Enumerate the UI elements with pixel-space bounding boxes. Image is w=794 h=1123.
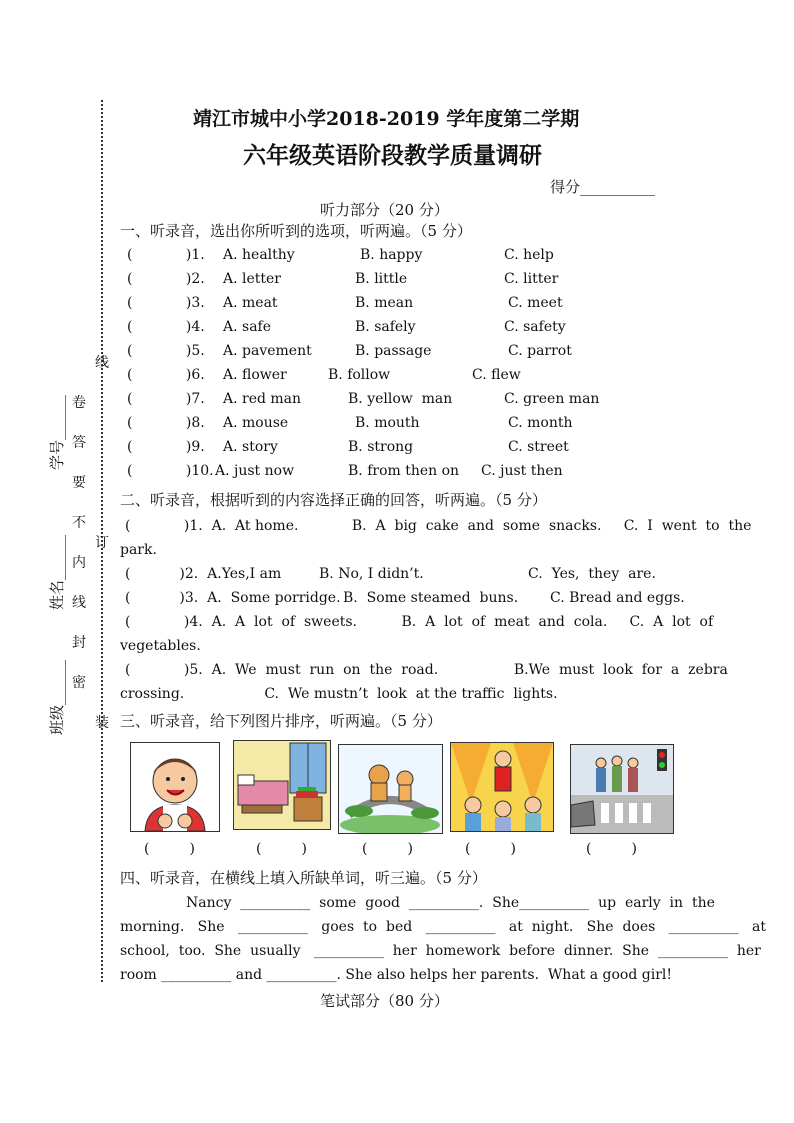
pic4-order-bracket[interactable]: ( ) (465, 841, 516, 857)
boy-picture (130, 742, 220, 832)
s1-q4-option-c: C. safety (504, 319, 566, 335)
s2-q4-line1[interactable]: ( )4. A. A lot of sweets. B. A lot of meat and cola. C. A lot of (125, 614, 714, 630)
seal-char-xian-top: 线 (95, 355, 109, 371)
pic5-order-bracket[interactable]: ( ) (586, 841, 637, 857)
seal-char-da: 答 (72, 435, 86, 451)
s1-q8-option-c: C. month (508, 415, 573, 431)
pic1-order-bracket[interactable]: ( ) (144, 841, 195, 857)
s1-q9-option-c: C. street (508, 439, 569, 455)
s1-q1-option-b: B. happy (360, 247, 423, 263)
s2-q2-b: B. No, I didn’t. (319, 566, 424, 582)
seal-char-feng: 封 (72, 635, 86, 651)
s1-q2-answer-bracket[interactable]: ( )2. (127, 271, 205, 287)
s1-q9-option-b: B. strong (348, 439, 414, 455)
s1-q7-answer-bracket[interactable]: ( )7. (127, 391, 205, 407)
section2-title: 二、听录音，根据听到的内容选择正确的回答，听两遍。（5 分） (120, 491, 547, 509)
section3-title: 三、听录音，给下列图片排序，听两遍。（5 分） (120, 712, 442, 730)
seal-char-xian: 线 (72, 595, 86, 611)
s1-q1-option-a: A. healthy (223, 247, 295, 263)
written-heading: 笔试部分（80 分） (320, 992, 449, 1010)
s1-q10-option-a: A. just now (215, 463, 295, 479)
seal-char-yao: 要 (72, 475, 86, 491)
s1-q5-option-b: B. passage (355, 343, 432, 359)
s2-q5-line1[interactable]: ( )5. A. We must run on the road. B.We must look for a zebra (125, 662, 728, 678)
score-field[interactable]: 得分__________ (550, 178, 656, 196)
s1-q3-option-c: C. meet (508, 295, 563, 311)
s1-q5-option-c: C. parrot (508, 343, 572, 359)
seal-char-juan: 卷 (72, 395, 86, 411)
cats-picture (338, 744, 443, 834)
s1-q2-option-c: C. litter (504, 271, 559, 287)
s4-line3[interactable]: school, too. She usually __________ her homework before dinner. She __________ her (120, 943, 761, 959)
s2-q5-line2: crossing. C. We mustn’t look at the traffic lights. (120, 686, 558, 702)
s1-q7-option-a: A. red man (223, 391, 302, 407)
seal-char-bu: 不 (72, 515, 86, 531)
s1-q3-option-b: B. mean (355, 295, 414, 311)
s1-q1-answer-bracket[interactable]: ( )1. (127, 247, 205, 263)
s1-q9-option-a: A. story (223, 439, 278, 455)
s1-q8-option-a: A. mouse (223, 415, 289, 431)
s1-q6-option-a: A. flower (223, 367, 287, 383)
student-number-field[interactable]: 学号______ (48, 394, 66, 470)
s4-line1[interactable]: Nancy __________ some good __________. She__________ up early in the (186, 895, 715, 911)
listening-heading: 听力部分（20 分） (320, 201, 449, 219)
s1-q6-option-c: C. flew (472, 367, 521, 383)
class-field[interactable]: 班级______ (48, 659, 66, 735)
s1-q7-option-b: B. yellow man (348, 391, 453, 407)
s2-q3-a[interactable]: ( )3. A. Some porridge. (125, 590, 341, 606)
seal-char-ding: 订 (95, 535, 109, 551)
student-name-field[interactable]: 姓名______ (48, 534, 66, 610)
exam-title-line1: 靖江市城中小学2018-2019 学年度第二学期 (193, 108, 580, 130)
s1-q3-option-a: A. meat (223, 295, 278, 311)
seal-char-mi: 密 (72, 675, 86, 691)
s1-q7-option-c: C. green man (504, 391, 600, 407)
s1-q5-option-a: A. pavement (223, 343, 312, 359)
s1-q1-option-c: C. help (504, 247, 554, 263)
s1-q5-answer-bracket[interactable]: ( )5. (127, 343, 205, 359)
s1-q4-option-a: A. safe (223, 319, 272, 335)
s2-q3-c: C. Bread and eggs. (550, 590, 685, 606)
s1-q8-option-b: B. mouth (355, 415, 420, 431)
s2-q4-line2: vegetables. (120, 638, 201, 654)
s1-q2-option-a: A. letter (223, 271, 282, 287)
s1-q4-answer-bracket[interactable]: ( )4. (127, 319, 205, 335)
s2-q2-c: C. Yes, they are. (528, 566, 656, 582)
singer-picture (450, 742, 554, 832)
street-picture (570, 744, 674, 834)
s1-q10-answer-bracket[interactable]: ( )10. (127, 463, 214, 479)
pic2-order-bracket[interactable]: ( ) (256, 841, 307, 857)
s1-q6-option-b: B. follow (328, 367, 391, 383)
s2-q3-b: B. Some steamed buns. (343, 590, 519, 606)
s1-q2-option-b: B. little (355, 271, 408, 287)
bedroom-picture (233, 740, 331, 830)
seal-char-nei: 内 (72, 555, 86, 571)
seal-char-zhuang: 装 (95, 715, 109, 731)
section4-title: 四、听录音，在横线上填入所缺单词，听三遍。（5 分） (120, 869, 487, 887)
s1-q4-option-b: B. safely (355, 319, 416, 335)
s1-q10-option-b: B. from then on (348, 463, 460, 479)
s2-q2-a[interactable]: ( )2. A.Yes,I am (125, 566, 282, 582)
s1-q6-answer-bracket[interactable]: ( )6. (127, 367, 205, 383)
section1-title: 一、听录音，选出你所听到的选项，听两遍。（5 分） (120, 222, 472, 240)
s2-q1-line1[interactable]: ( )1. A. At home. B. A big cake and some snacks. C. I went to the (125, 518, 752, 534)
s4-line2[interactable]: morning. She __________ goes to bed __________ at night. She does __________ at (120, 919, 766, 935)
s2-q1-line2: park. (120, 542, 157, 558)
s1-q9-answer-bracket[interactable]: ( )9. (127, 439, 205, 455)
s1-q8-answer-bracket[interactable]: ( )8. (127, 415, 205, 431)
s1-q10-option-c: C. just then (481, 463, 563, 479)
pic3-order-bracket[interactable]: ( ) (362, 841, 413, 857)
exam-title-line2: 六年级英语阶段教学质量调研 (243, 142, 542, 169)
s1-q3-answer-bracket[interactable]: ( )3. (127, 295, 205, 311)
s4-line4[interactable]: room __________ and __________. She also helps her parents. What a good girl! (120, 967, 673, 983)
